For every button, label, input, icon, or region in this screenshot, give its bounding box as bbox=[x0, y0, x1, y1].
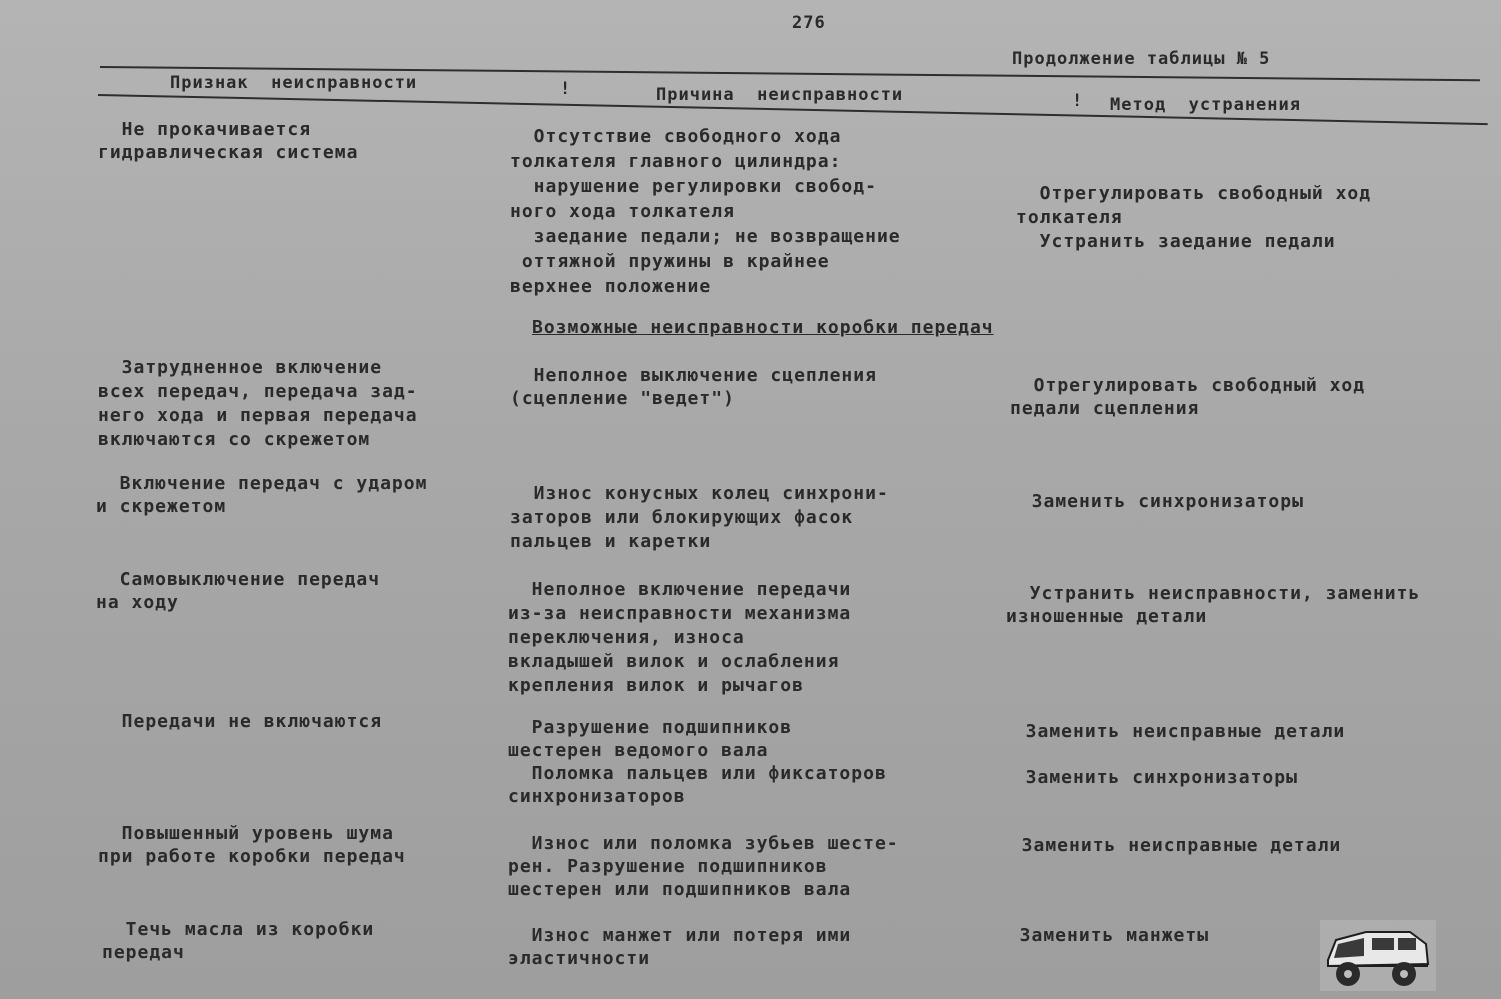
header-method: Метод устранения bbox=[1110, 95, 1301, 115]
header-symptom: Признак неисправности bbox=[170, 73, 418, 93]
header-cause: Причина неисправности bbox=[656, 85, 904, 105]
method-cell: Заменить неисправные детали Заменить синхронизаторы bbox=[1025, 721, 1346, 788]
method-cell: Заменить манжеты bbox=[996, 925, 1210, 946]
symptom-cell: Включение передач с ударом и скрежетом bbox=[96, 473, 428, 517]
symptom-cell: Самовыключение передач на ходу bbox=[96, 569, 381, 613]
symptom-cell: Затрудненное включение всех передач, передача зад- него хода и первая передача включаются со скрежетом bbox=[98, 357, 418, 450]
table-continuation: Продолжение таблицы № 5 bbox=[1012, 49, 1271, 69]
cause-cell: Износ или поломка зубьев шесте- рен. Разрушение подшипников шестерен или подшипников вала bbox=[508, 833, 899, 900]
method-cell: Заменить неисправные детали bbox=[998, 835, 1342, 856]
cause-cell: Износ конусных колец синхрони- заторов или блокирующих фасок пальцев и каретки bbox=[510, 483, 889, 552]
cause-cell: Разрушение подшипников шестерен ведомого вала Поломка пальцев или фиксаторов синхронизаторов bbox=[508, 717, 887, 807]
method-cell: Заменить синхронизаторы bbox=[1008, 491, 1304, 512]
cause-cell: Износ манжет или потеря ими эластичности bbox=[508, 925, 852, 969]
header-separator-1: ! bbox=[560, 79, 572, 99]
symptom-cell: Передачи не включаются bbox=[98, 711, 383, 732]
symptom-cell: Не прокачивается гидравлическая система bbox=[98, 119, 359, 163]
method-cell: Устранить неисправности, заменить изношенные детали bbox=[1006, 583, 1421, 627]
truck-icon bbox=[1318, 918, 1438, 993]
page-number: 276 bbox=[792, 13, 826, 33]
header-separator-2: ! bbox=[1072, 91, 1084, 111]
symptom-cell: Повышенный уровень шума при работе коробки передач bbox=[98, 823, 406, 867]
method-cell: Отрегулировать свободный ход педали сцепления bbox=[1010, 375, 1366, 419]
cause-cell: Отсутствие свободного хода толкателя главного цилиндра: нарушение регулировки свобод- ного хода толкателя заедание педали; не возвращение оттяжной пружины в крайнее верхнее положение bbox=[510, 126, 901, 297]
cause-cell: Неполное выключение сцепления (сцепление "ведет") bbox=[510, 365, 877, 409]
cause-cell: Неполное включение передачи из-за неисправности механизма переключения, износа вкладышей вилок и ослабления крепления вилок и рычагов bbox=[508, 579, 852, 696]
symptom-cell: Течь масла из коробки передач bbox=[102, 919, 375, 963]
method-cell: Отрегулировать свободный ход толкателя Устранить заедание педали bbox=[1016, 183, 1372, 252]
section-title: Возможные неисправности коробки передач bbox=[532, 317, 994, 338]
